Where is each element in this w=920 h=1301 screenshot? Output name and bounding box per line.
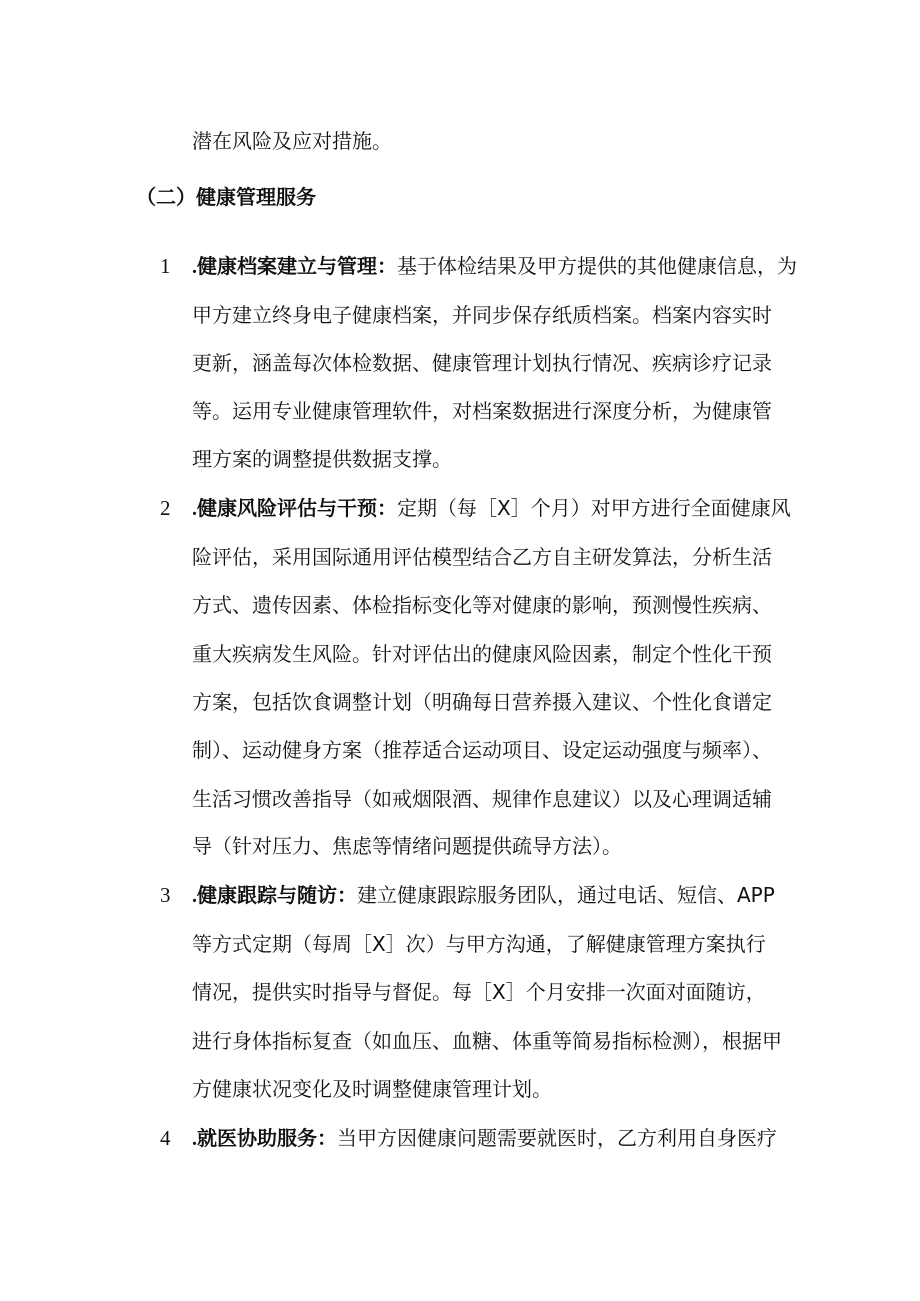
item-number: 3 <box>160 883 171 907</box>
item-number: 4 <box>160 1126 171 1150</box>
intro-line: 潜在风险及应对措施。 <box>192 129 392 153</box>
item-first-line <box>186 494 791 523</box>
item-line: 甲方建立终身电子健康档案，并同步保存纸质档案。档案内容实时 <box>192 303 772 327</box>
item-first-line <box>186 881 775 910</box>
item-title: 健康跟踪与随访： <box>197 883 357 907</box>
item-line: 等方式定期（每周［X］次）与甲方沟通，了解健康管理方案执行 <box>192 932 766 956</box>
item-text: 定期（每［X］个月）对甲方进行全面健康风 <box>397 496 791 520</box>
item-text: 基于体检结果及甲方提供的其他健康信息，为 <box>397 254 797 278</box>
item-text: 当甲方因健康问题需要就医时，乙方利用自身医疗 <box>337 1126 777 1150</box>
item-line: 方健康状况变化及时调整健康管理计划。 <box>192 1077 552 1101</box>
item-line: 等。运用专业健康管理软件，对档案数据进行深度分析，为健康管 <box>192 399 772 423</box>
item-first-line <box>186 252 797 281</box>
item-line: 险评估，采用国际通用评估模型结合乙方自主研发算法，分析生活 <box>192 545 772 569</box>
item-first-line <box>186 1124 777 1153</box>
item-dot: . <box>192 498 197 520</box>
item-line: 制）、运动健身方案（推荐适合运动项目、设定运动强度与频率）、 <box>192 738 772 762</box>
item-line: 情况，提供实时指导与督促。每［X］个月安排一次面对面随访， <box>192 980 766 1004</box>
section-heading: （二）健康管理服务 <box>136 185 316 209</box>
item-line: 导（针对压力、焦虑等情绪问题提供疏导方法）。 <box>192 834 622 858</box>
item-title: 就医协助服务： <box>197 1126 337 1150</box>
item-line: 理方案的调整提供数据支撑。 <box>192 447 452 471</box>
item-line: 方式、遗传因素、体检指标变化等对健康的影响，预测慢性疾病、 <box>192 593 772 617</box>
item-dot: . <box>192 1128 197 1150</box>
item-line: 方案，包括饮食调整计划（明确每日营养摄入建议、个性化食谱定 <box>192 690 772 714</box>
item-text: 建立健康跟踪服务团队，通过电话、短信、APP <box>357 883 775 907</box>
item-line: 进行身体指标复查（如血压、血糖、体重等简易指标检测），根据甲 <box>192 1029 782 1053</box>
item-number: 2 <box>160 496 171 520</box>
item-number: 1 <box>160 254 171 278</box>
item-dot: . <box>192 885 197 907</box>
item-title: 健康风险评估与干预： <box>197 496 397 520</box>
item-line: 重大疾病发生风险。针对评估出的健康风险因素，制定个性化干预 <box>192 642 772 666</box>
item-title: 健康档案建立与管理： <box>197 254 397 278</box>
item-dot: . <box>192 256 197 278</box>
item-line: 更新，涵盖每次体检数据、健康管理计划执行情况、疾病诊疗记录 <box>192 351 772 375</box>
item-line: 生活习惯改善指导（如戒烟限酒、规律作息建议）以及心理调适辅 <box>192 787 772 811</box>
